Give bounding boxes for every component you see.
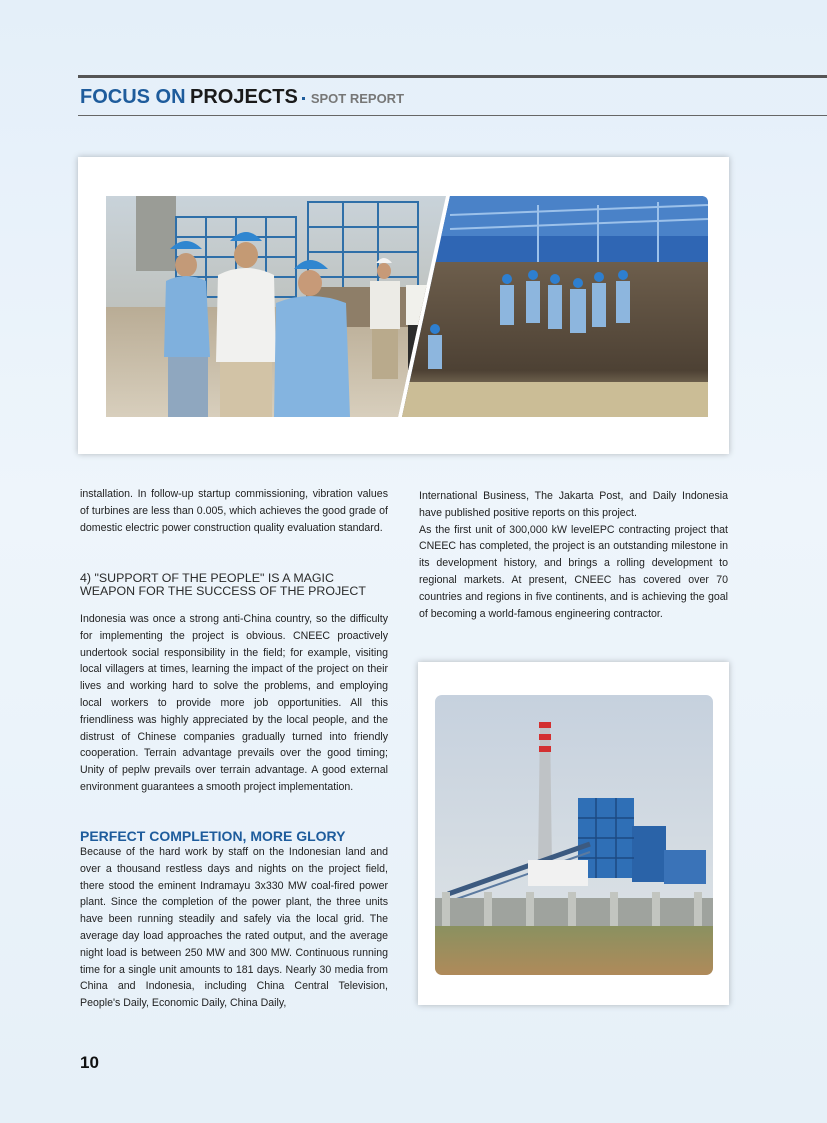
left-column-perfect [80, 844, 388, 1012]
workers-site-photo [398, 196, 718, 418]
page-number: 10 [80, 1053, 99, 1072]
section-header [80, 85, 404, 111]
right-paragraph-1: International Business, The Jakarta Post, and Daily Indonesia have published positive reports on this project. [419, 490, 728, 519]
left-column-section4 [80, 611, 388, 796]
right-column [419, 488, 728, 622]
perfect-completion-heading: PERFECT COMPLETION, MORE GLORY [80, 828, 346, 844]
section-4-body: Indonesia was once a strong anti-China country, so the difficulty for implementing the project is obvious. CNEEC proactively undertook social responsibility in the field; for example, visiting local villagers at times, learning the impact of the project on their lives and working hard to solve the problems, and employing local workers to provide more job opportunities. All this friendliness was highly appreciated by the local people, and the distrust of Chinese companies gradually turned into friendly cooperation. Terrain advantage prevails over the good timing; Unity of peplw prevails over terrain advantage. A good external environment guarantees a smooth project implementation. [80, 613, 388, 793]
header-spot-report: SPOT REPORT [310, 91, 405, 106]
perfect-completion-body: Because of the hard work by staff on the Indonesian land and over a thousand restless days and nights on the project field, there stood the eminent Indramayu 3x330 MW coal-fired power plant. Since the completion of the power plant, the three units have been running steadily and safely via the local grid. The average day load approaches the rated output, and the average night load is between 250 MW and 300 MW. Continuous running time for a single unit amounts to 181 days. Nearly 30 media from China and Indonesia, including China Central Television, People's Daily, Economic Daily, China Daily, [80, 846, 388, 1010]
intro-paragraph: installation. In follow-up startup commissioning, vibration values of turbines are less than 0.005, which achieves the good grade of domestic electric power construction quality evaluation standard. [80, 488, 388, 534]
right-paragraph-2: As the first unit of 300,000 kW levelEPC contracting project that CNEEC has completed, the project is an outstanding milestone in its development history, and brings a rolling development to regional markets. At present, CNEEC has covered over 70 countries and regions in five continents, and is achieving the goal of becoming a world-famous engineering contractor. [419, 523, 728, 620]
power-plant-photo [418, 662, 729, 1005]
top-photo-frame [78, 157, 729, 454]
power-plant-photo-frame [418, 662, 729, 1005]
header-bullet [302, 97, 305, 100]
site-visit-photo [98, 196, 458, 418]
section-4-heading: 4) "SUPPORT OF THE PEOPLE" IS A MAGIC WEAPON FOR THE SUCCESS OF THE PROJECT [80, 571, 366, 598]
left-column-intro [80, 486, 388, 536]
header-projects: PROJECTS [190, 86, 298, 108]
top-photo [78, 157, 729, 454]
header-rule-bottom [78, 115, 827, 116]
header-rule-top [78, 75, 827, 78]
header-focus-on: FOCUS ON [80, 86, 186, 108]
